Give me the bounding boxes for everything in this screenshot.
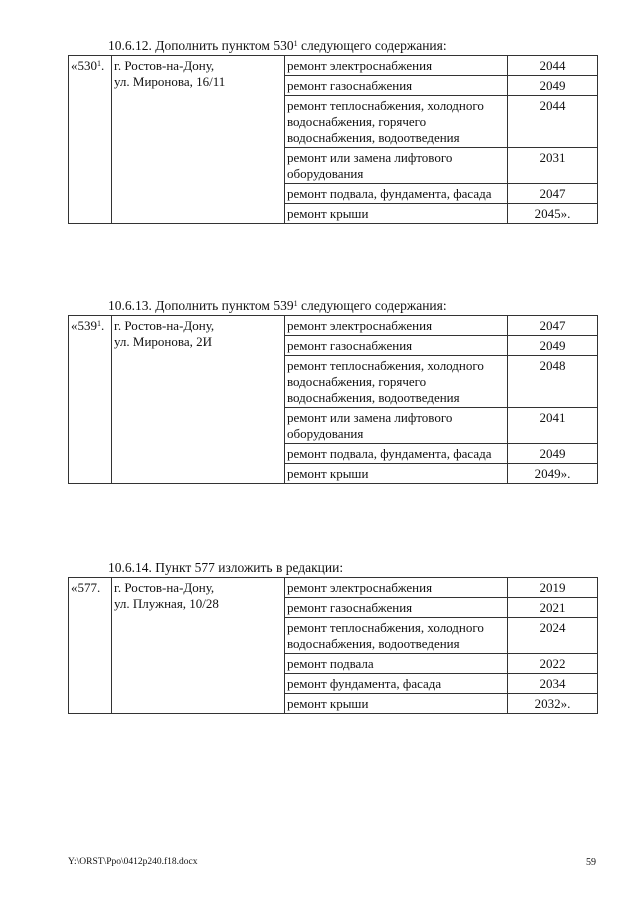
item-number-tail: . <box>101 58 105 73</box>
heading-text: 10.6.12. Дополнить пунктом 530 <box>108 38 294 53</box>
section-10-6-13 <box>68 298 598 484</box>
heading-text-tail: следующего содержания: <box>297 38 447 53</box>
item-number-cell <box>69 578 112 714</box>
work-cell: ремонт подвала <box>285 654 508 674</box>
year-cell: 2047 <box>508 316 598 336</box>
item-number: «530 <box>71 58 97 73</box>
year-cell: 2045». <box>508 204 598 224</box>
footer-page-number: 59 <box>586 857 596 868</box>
work-cell: ремонт газоснабжения <box>285 336 508 356</box>
work-cell: ремонт фундамента, фасада <box>285 674 508 694</box>
section-10-6-12 <box>68 38 598 224</box>
item-number-cell <box>69 316 112 484</box>
year-cell: 2032». <box>508 694 598 714</box>
work-cell: ремонт или замена лифтового оборудования <box>285 408 508 444</box>
item-number-cell <box>69 56 112 224</box>
item-number-superscript: 1 <box>97 59 101 68</box>
heading-text: 10.6.13. Дополнить пунктом 539 <box>108 298 294 313</box>
year-cell: 2048 <box>508 356 598 408</box>
repair-schedule-table <box>68 315 598 484</box>
year-cell: 2049». <box>508 464 598 484</box>
address-street: ул. Миронова, 2И <box>114 334 213 349</box>
work-cell: ремонт газоснабжения <box>285 598 508 618</box>
table-row <box>69 578 598 598</box>
year-cell: 2041 <box>508 408 598 444</box>
work-cell: ремонт газоснабжения <box>285 76 508 96</box>
year-cell: 2044 <box>508 96 598 148</box>
work-cell: ремонт или замена лифтового оборудования <box>285 148 508 184</box>
section-heading <box>68 560 598 576</box>
address-cell <box>112 316 285 484</box>
work-cell: ремонт электроснабжения <box>285 578 508 598</box>
table-row <box>69 316 598 336</box>
work-cell: ремонт электроснабжения <box>285 316 508 336</box>
item-number: «539 <box>71 318 97 333</box>
item-number-tail: . <box>101 318 105 333</box>
work-cell: ремонт крыши <box>285 694 508 714</box>
heading-text: 10.6.14. Пункт 577 изложить в редакции: <box>108 560 344 575</box>
address-city: г. Ростов-на-Дону, <box>114 318 215 333</box>
work-cell: ремонт подвала, фундамента, фасада <box>285 444 508 464</box>
item-number-superscript: 1 <box>97 319 101 328</box>
work-cell: ремонт теплоснабжения, холодного водоснабжения, горячего водоснабжения, водоотведения <box>285 356 508 408</box>
heading-text-tail: следующего содержания: <box>297 298 447 313</box>
year-cell: 2044 <box>508 56 598 76</box>
heading-superscript: 1 <box>293 299 298 308</box>
year-cell: 2019 <box>508 578 598 598</box>
work-cell: ремонт теплоснабжения, холодного водоснабжения, горячего водоснабжения, водоотведения <box>285 96 508 148</box>
year-cell: 2047 <box>508 184 598 204</box>
year-cell: 2034 <box>508 674 598 694</box>
address-street: ул. Плужная, 10/28 <box>114 596 219 611</box>
address-cell <box>112 56 285 224</box>
address-city: г. Ростов-на-Дону, <box>114 58 215 73</box>
section-10-6-14 <box>68 560 598 714</box>
address-city: г. Ростов-на-Дону, <box>114 580 215 595</box>
address-cell <box>112 578 285 714</box>
work-cell: ремонт крыши <box>285 204 508 224</box>
work-cell: ремонт подвала, фундамента, фасада <box>285 184 508 204</box>
year-cell: 2024 <box>508 618 598 654</box>
repair-schedule-table <box>68 55 598 224</box>
work-cell: ремонт крыши <box>285 464 508 484</box>
year-cell: 2031 <box>508 148 598 184</box>
year-cell: 2049 <box>508 444 598 464</box>
footer-file-path: Y:\ORST\Ppo\0412p240.f18.docx <box>68 857 198 867</box>
year-cell: 2022 <box>508 654 598 674</box>
address-street: ул. Миронова, 16/11 <box>114 74 226 89</box>
table-row <box>69 56 598 76</box>
repair-schedule-table <box>68 577 598 714</box>
heading-superscript: 1 <box>293 39 298 48</box>
year-cell: 2049 <box>508 336 598 356</box>
work-cell: ремонт теплоснабжения, холодного водоснабжения, водоотведения <box>285 618 508 654</box>
section-heading <box>68 298 598 314</box>
year-cell: 2021 <box>508 598 598 618</box>
section-heading <box>68 38 598 54</box>
year-cell: 2049 <box>508 76 598 96</box>
item-number: «577. <box>71 580 101 595</box>
work-cell: ремонт электроснабжения <box>285 56 508 76</box>
